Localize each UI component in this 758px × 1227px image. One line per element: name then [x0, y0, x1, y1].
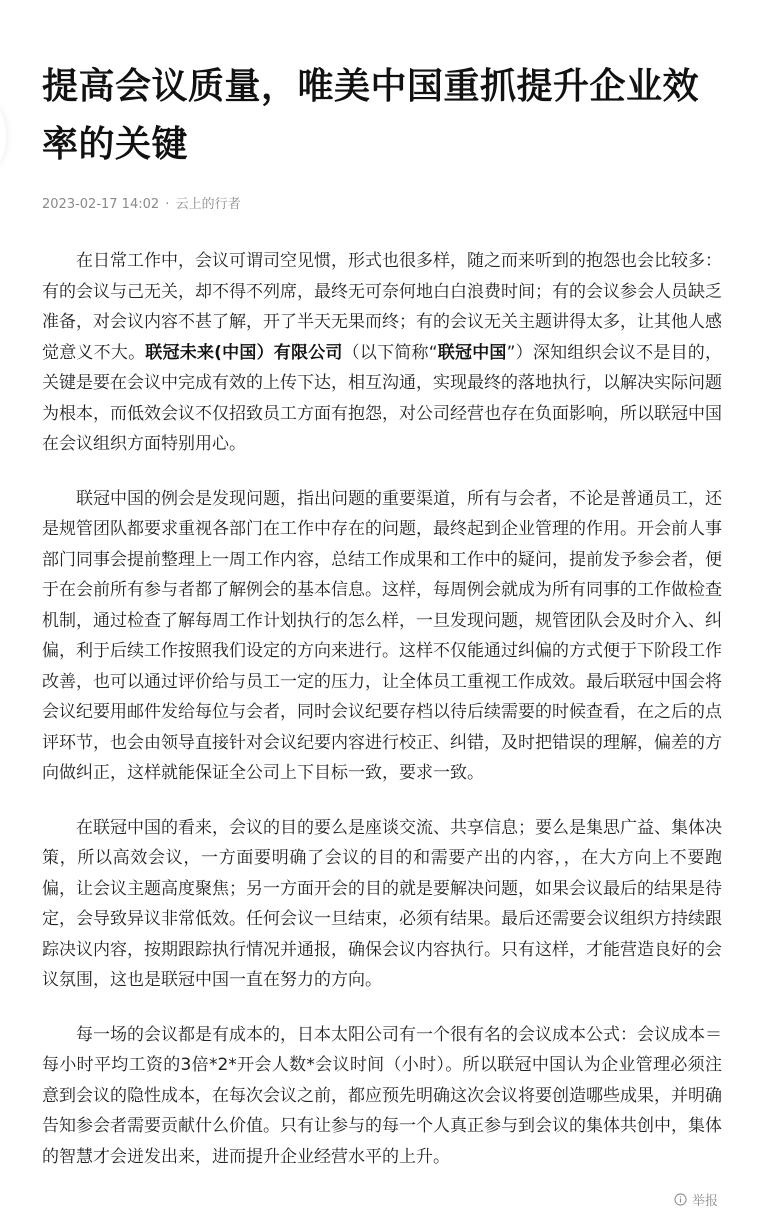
article — [42, 58, 722, 1196]
article-body — [42, 246, 722, 1172]
report-button[interactable] — [674, 1190, 718, 1209]
report-label: 举报 — [691, 1194, 718, 1209]
meta-separator: · — [165, 197, 170, 212]
paragraph-1-text-b: （以下简称“ — [342, 342, 438, 363]
publish-date: 2023-02-17 14:02 — [42, 197, 160, 212]
article-title: 提高会议质量，唯美中国重抓提升企业效率的关键 — [42, 66, 700, 165]
company-short-name-bold: 联冠中国 — [437, 342, 507, 363]
paragraph-1-text-c: ”）深知组织会议不是目的，关键是要在会议中完成有效的上传下达，相互沟通，实现最终的落地执行，以解决实际问题为根本，而低效会议不仅招致员工方面有抱怨，对公司经营也存在负面影响，所以联冠中国在会议组织方面特别用心。 — [42, 342, 723, 454]
paragraph-1-text-a: 在日常工作中，会议可谓司空见惯，形式也很多样，随之而来听到的抱怨也会比较多：有的会议与己无关，却不得不列席，最终无可奈何地白白浪费时间；有的会议参会人员缺乏准备，对会议内容不甚了解，开了半天无果而终；有的会议无关主题讲得太多，让其他人感觉意义不大。 — [42, 251, 722, 363]
author-name[interactable]: 云上的行者 — [175, 197, 241, 212]
company-name-bold: 联冠未来(中国）有限公司 — [145, 342, 343, 363]
side-panel-edge — [0, 108, 6, 164]
paragraph-2: 联冠中国的例会是发现问题，指出问题的重要渠道，所有与会者，不论是普通员工，还是规管团队都要求重视各部门在工作中存在的问题，最终起到企业管理的作用。开会前人事部门同事会提前整理上一周工作内容，总结工作成果和工作中的疑问，提前发予参会者，便于在会前所有参与者都了解例会的基本信息。这样，每周例会就成为所有同事的工作做检查机制，通过检查了解每周工作计划执行的怎么样，一旦发现问题，规管团队会及时介入、纠偏，利于后续工作按照我们设定的方向来进行。这样不仅能通过纠偏的方式便于下阶段工作改善，也可以通过评价给与员工一定的压力，让全体员工重视工作成效。最后联冠中国会将会议纪要用邮件发给每位与会者，同时会议纪要存档以待后续需要的时候查看，在之后的点评环节，也会由领导直接针对会议纪要内容进行校正、纠错，及时把错误的理解，偏差的方向做纠正，这样就能保证全公司上下目标一致，要求一致。 — [42, 488, 722, 783]
paragraph-3: 在联冠中国的看来，会议的目的要么是座谈交流、共享信息；要么是集思广益、集体决策，所以高效会议，一方面要明确了会议的目的和需要产出的内容，，在大方向上不要跑偏，让会议主题高度聚焦；另一方面开会的目的就是要解决问题，如果会议最后的结果是待定，会导致异议非常低效。任何会议一旦结束，必须有结果。最后还需要会议组织方持续跟踪决议内容，按期跟踪执行情况并通报，确保会议内容执行。只有这样，才能营造良好的会议氛围，这也是联冠中国一直在努力的方向。 — [42, 817, 722, 990]
info-circle-icon — [674, 1193, 687, 1206]
paragraph-1 — [42, 246, 722, 460]
paragraph-4: 每一场的会议都是有成本的，日本太阳公司有一个很有名的会议成本公式：会议成本＝每小时平均工资的3倍*2*开会人数*会议时间（小时）。所以联冠中国认为企业管理必须注意到会议的隐性成本，在每次会议之前，都应预先明确这次会议将要创造哪些成果，并明确告知参会者需要贡献什么价值。只有让参与的每一个人真正参与到会议的集体共创中，集体的智慧才会迸发出来，进而提升企业经营水平的上升。 — [42, 1024, 722, 1167]
article-meta — [42, 196, 722, 214]
